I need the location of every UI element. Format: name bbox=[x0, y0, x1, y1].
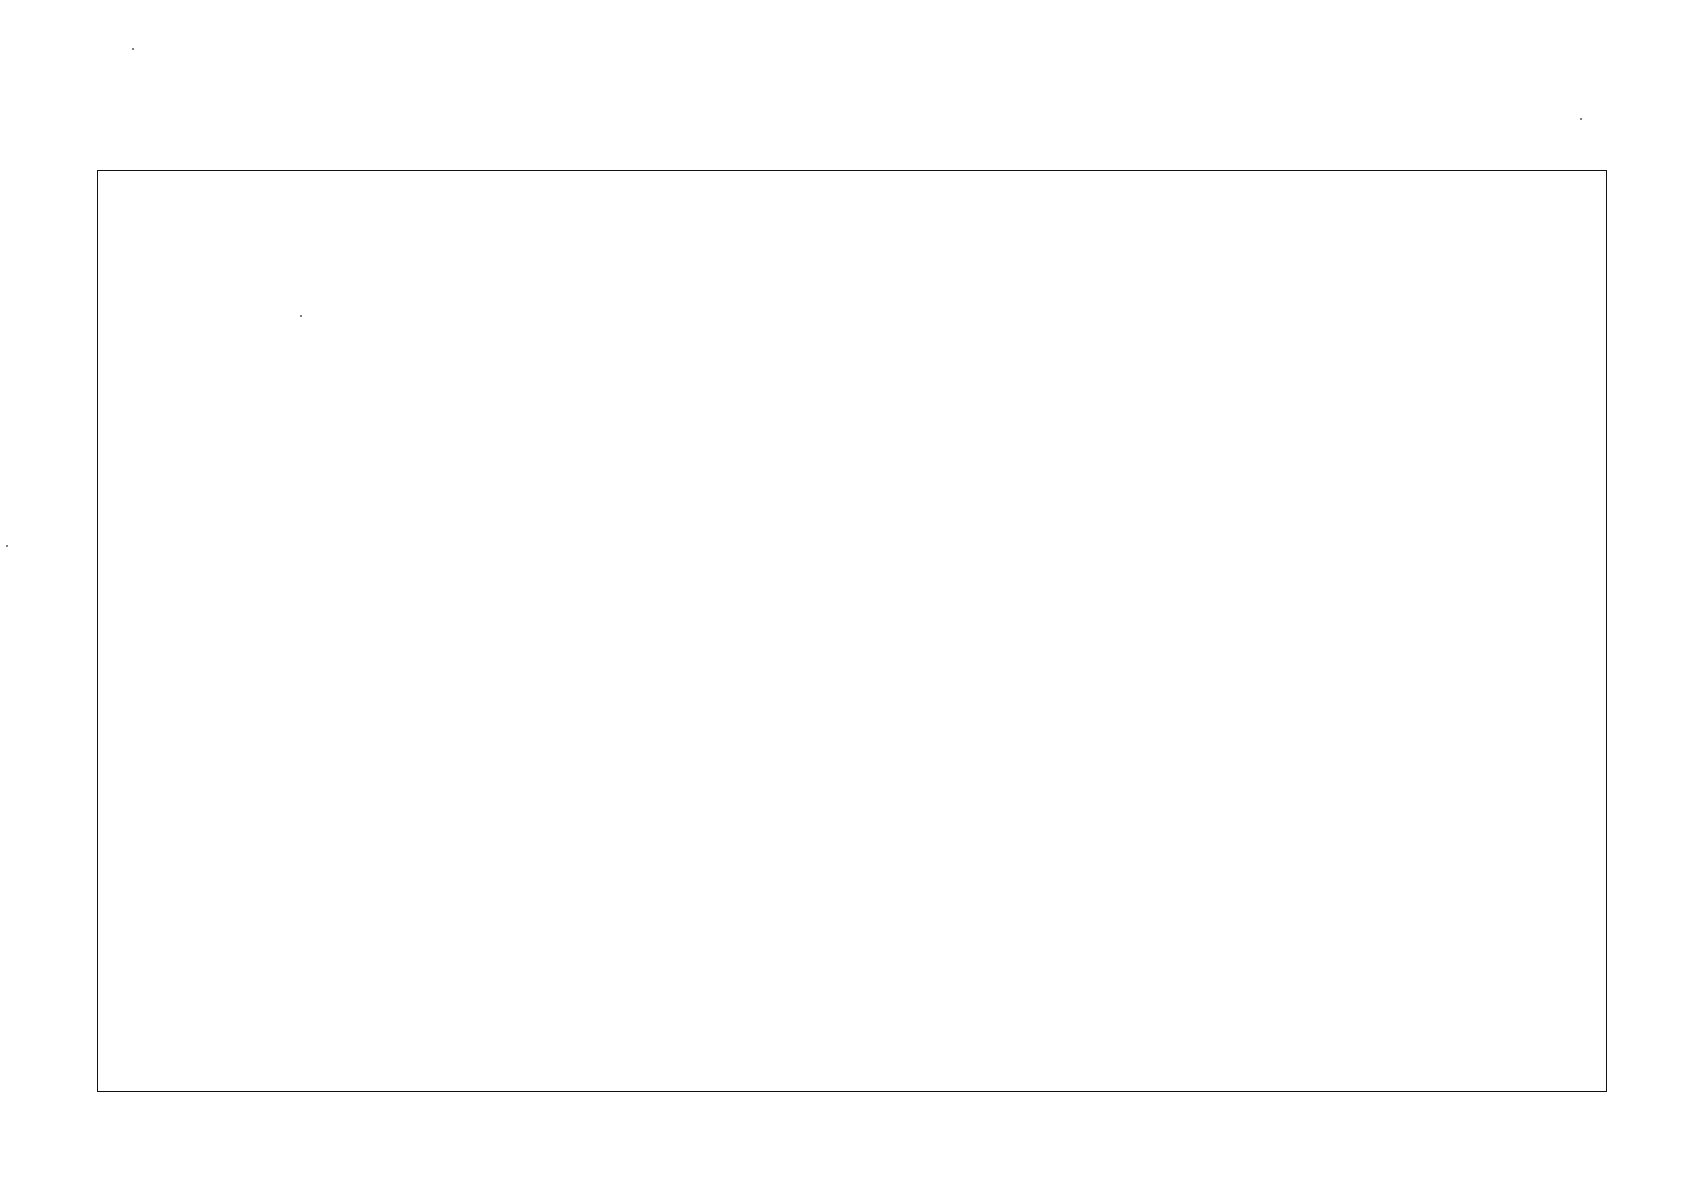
scan-speck bbox=[300, 315, 302, 317]
scan-speck bbox=[6, 545, 8, 547]
repair-schedule-table bbox=[97, 170, 1607, 1092]
scan-speck bbox=[1580, 118, 1582, 120]
scan-speck bbox=[132, 48, 134, 50]
